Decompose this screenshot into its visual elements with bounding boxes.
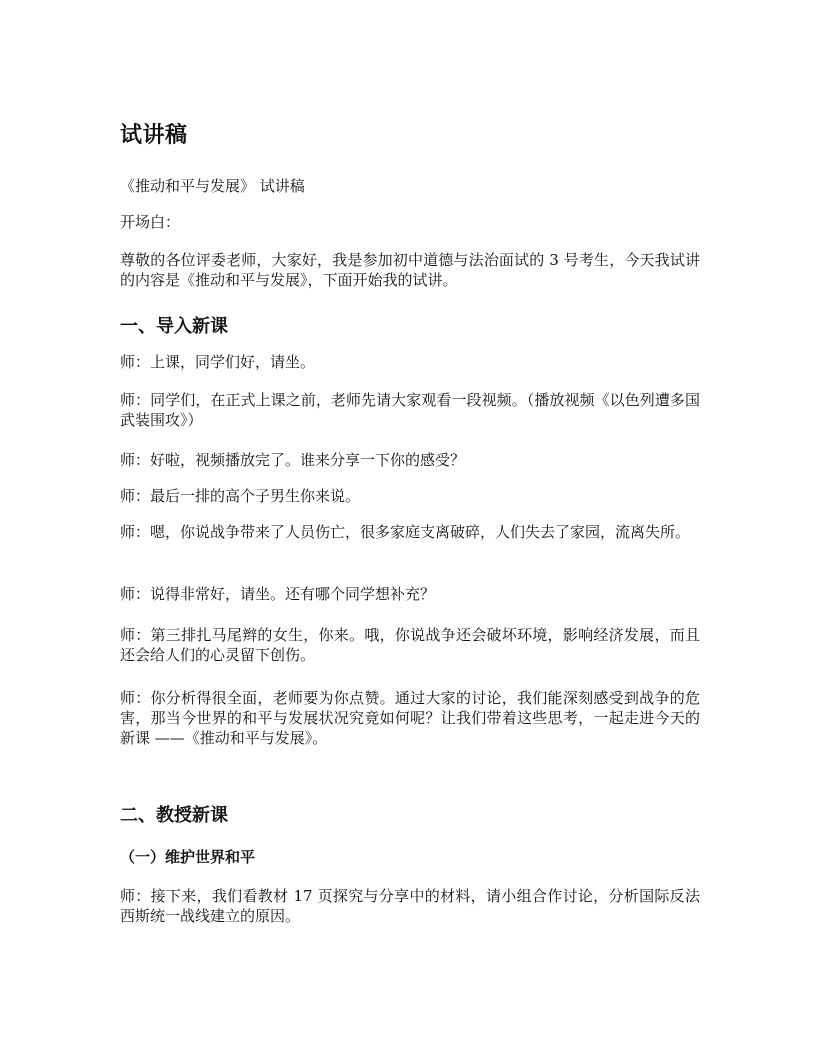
document-subtitle: 《推动和平与发展》 试讲稿	[120, 177, 305, 195]
dialogue-paragraph: 师：第三排扎马尾辫的女生，你来。哦，你说战争还会破坏环境，影响经济发展，而且还会给人们的心灵留下创伤。	[120, 626, 700, 664]
opening-label: 开场白：	[120, 213, 181, 231]
dialogue-paragraph: 师：最后一排的高个子男生你来说。	[120, 487, 361, 505]
opening-paragraph: 尊敬的各位评委老师，大家好，我是参加初中道德与法治面试的 3 号考生，今天我试讲的内容是《推动和平与发展》，下面开始我的试讲。	[120, 251, 700, 289]
dialogue-paragraph: 师：你分析得很全面，老师要为你点赞。通过大家的讨论，我们能深刻感受到战争的危害，那当今世界的和平与发展状况究竟如何呢？让我们带着这些思考，一起走进今天的新课 ——《推动和平与发展》。	[120, 689, 700, 747]
section-heading-intro: 一、导入新课	[120, 316, 228, 337]
dialogue-paragraph: 师：同学们，在正式上课之前，老师先请大家观看一段视频。（播放视频《以色列遭多国武装围攻》）	[120, 391, 700, 429]
dialogue-paragraph: 师：说得非常好，请坐。还有哪个同学想补充？	[120, 585, 436, 603]
dialogue-paragraph: 师：接下来，我们看教材 17 页探究与分享中的材料，请小组合作讨论，分析国际反法西斯统一战线建立的原因。	[120, 887, 700, 925]
dialogue-paragraph: 师：好啦，视频播放完了。谁来分享一下你的感受？	[120, 451, 466, 469]
dialogue-paragraph: 师：嗯，你说战争带来了人员伤亡，很多家庭支离破碎，人们失去了家园，流离失所。	[120, 523, 691, 541]
dialogue-paragraph: 师：上课，同学们好，请坐。	[120, 353, 316, 371]
subsection-heading-peace: （一）维护世界和平	[120, 848, 256, 866]
section-heading-teaching: 二、教授新课	[120, 805, 228, 826]
document-title: 试讲稿	[120, 122, 188, 148]
